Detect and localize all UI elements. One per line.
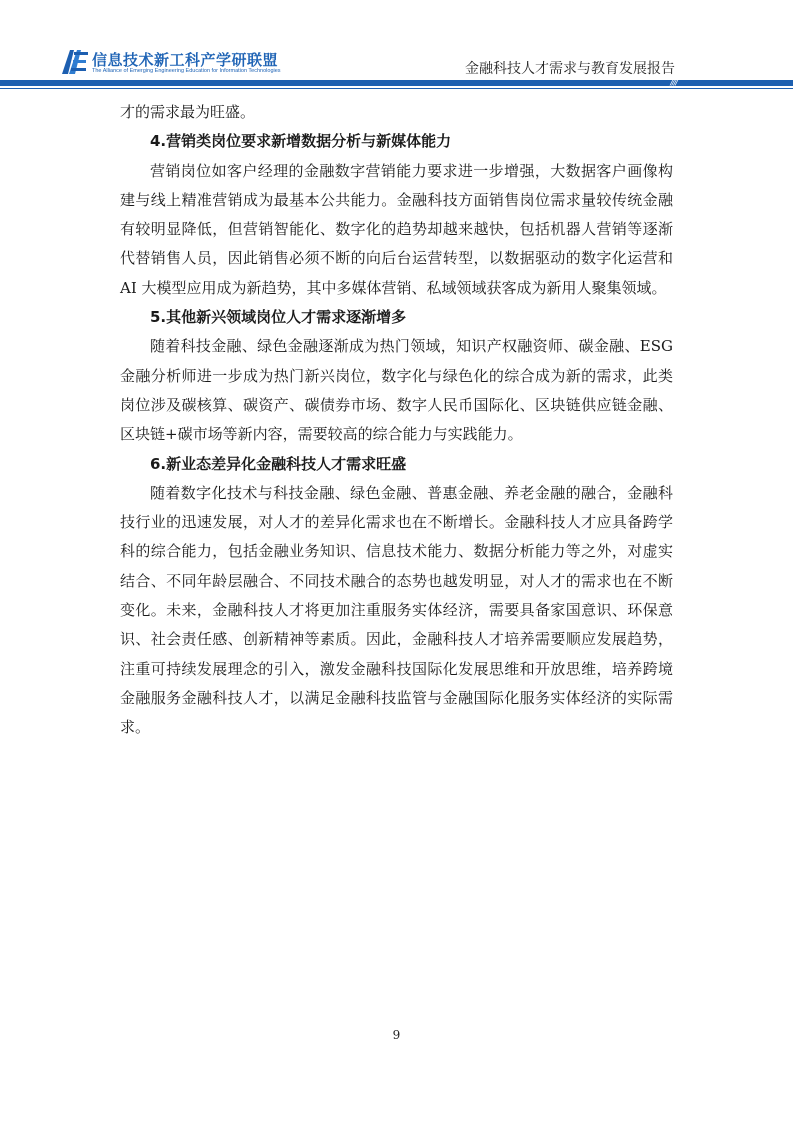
alliance-logo-cn-text: 信息技术新工科产学研联盟 [92,51,279,69]
alliance-logo-icon [60,46,90,76]
alliance-logo [60,46,281,80]
report-title: 金融科技人才需求与教育发展报告 [465,61,675,77]
section-paragraph: 营销岗位如客户经理的金融数字营销能力要求进一步增强，大数据客户画像构建与线上精准营销成为最基本公共能力。金融科技方面销售岗位需求量较传统金融有较明显降低，但营销智能化、数字化的趋势却越来越快，包括机器人营销等逐渐代替销售人员，因此销售必须不断的向后台运营转型，以数据驱动的数字化运营和 AI 大模型应用成为新趋势，其中多媒体营销、私域领域获客成为新用人聚集领域。 [120,161,673,297]
page-header [0,0,793,96]
alliance-logo-en-text: The Alliance of Emerging Engineering Education for Information Technologies [92,68,281,74]
section-heading: 4.营销类岗位要求新增数据分析与新媒体能力 [150,132,452,151]
section-paragraph: 随着数字化技术与科技金融、绿色金融、普惠金融、养老金融的融合，金融科技行业的迅速发展，对人才的差异化需求也在不断增长。金融科技人才应具备跨学科的综合能力，包括金融业务知识、信息技术能力、数据分析能力等之外，对虚实结合、不同年龄层融合、不同技术融合的态势也越发明显，对人才的需求也在不断变化。未来，金融科技人才将更加注重服务实体经济，需要具备家国意识、环保意识、社会责任感、创新精神等素质。因此，金融科技人才培养需要顺应发展趋势，注重可持续发展理念的引入，激发金融科技国际化发展思维和开放思维，培养跨境金融服务金融科技人才，以满足金融科技监管与金融国际化服务实体经济的实际需求。 [120,483,673,737]
section-heading: 6.新业态差异化金融科技人才需求旺盛 [150,454,407,473]
continuation-text: 才的需求最为旺盛。 [120,103,256,121]
section-paragraph: 随着科技金融、绿色金融逐渐成为热门领域，知识产权融资师、碳金融、ESG 金融分析师进一步成为热门新兴岗位，数字化与绿色化的综合成为新的需求，此类岗位涉及碳核算、碳资产、碳债券市场、数字人民币国际化、区块链供应链金融、区块链+碳市场等新内容，需要较高的综合能力与实践能力。 [120,337,673,444]
header-rule-decoration: //// [670,78,677,87]
page-body [120,98,673,743]
page-number: 9 [392,1028,401,1042]
header-rule-thin [0,88,793,89]
section-heading: 5.其他新兴领域岗位人才需求逐渐增多 [150,308,407,327]
